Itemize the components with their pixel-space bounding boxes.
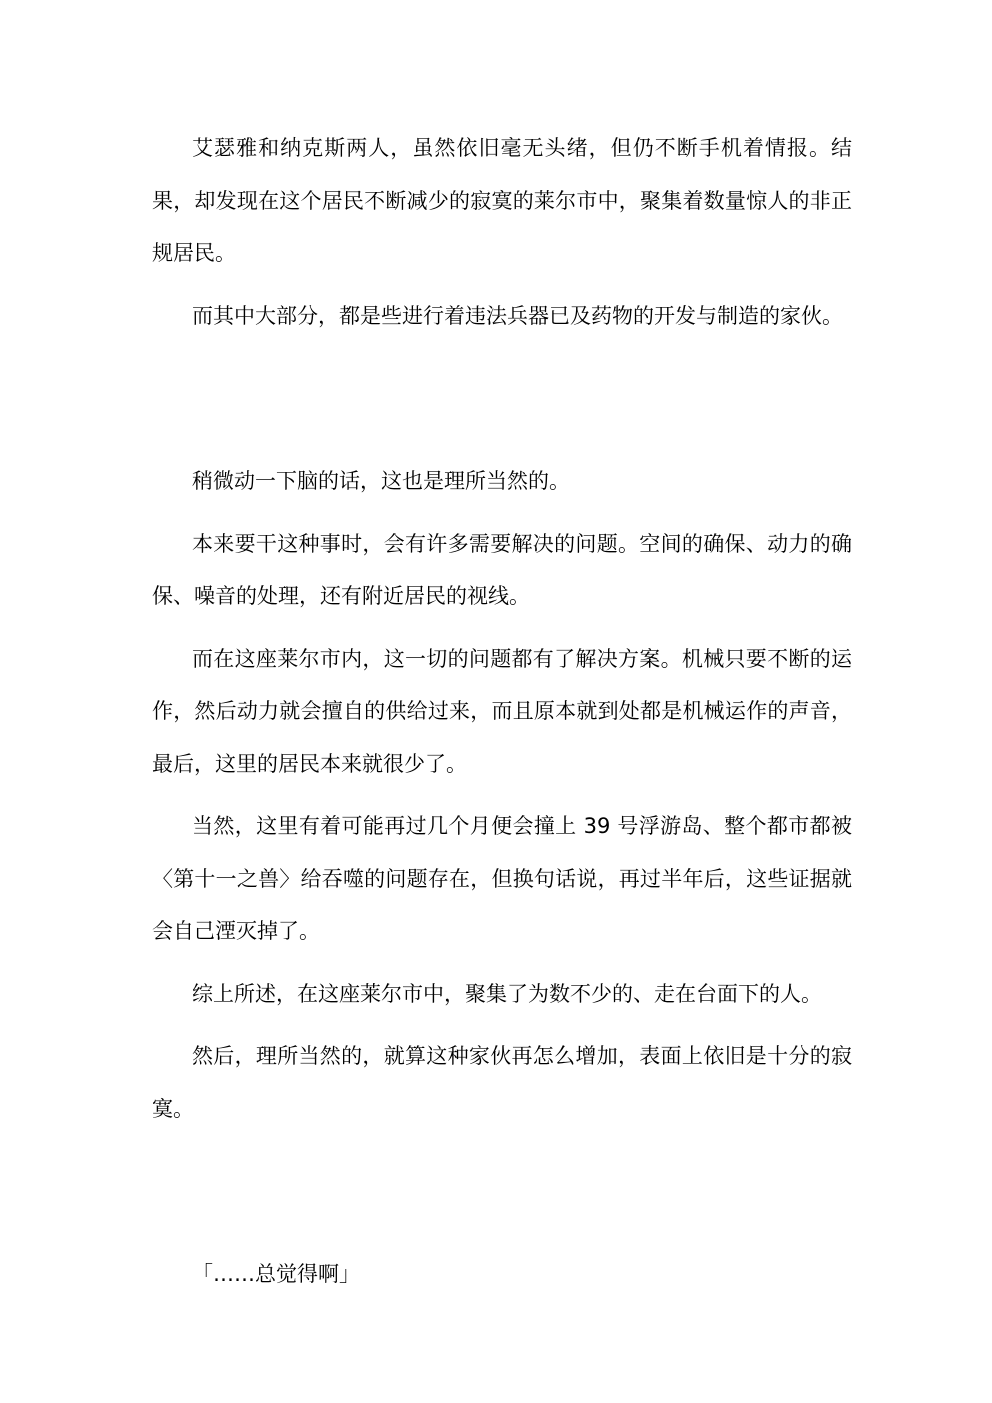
section-break <box>152 1145 852 1248</box>
paragraph: 当然，这里有着可能再过几个月便会撞上 39 号浮游岛、整个都市都被〈第十一之兽〉给吞噬的问题存在，但换句话说，再过半年后，这些证据就会自己湮灭掉了。 <box>152 814 852 943</box>
paragraph: 综上所述，在这座莱尔市中，聚集了为数不少的、走在台面下的人。 <box>192 981 822 1006</box>
paragraph: 而其中大部分，都是些进行着违法兵器已及药物的开发与制造的家伙。 <box>192 303 843 328</box>
section-break <box>152 352 852 455</box>
paragraph: 而在这座莱尔市内，这一切的问题都有了解决方案。机械只要不断的运作，然后动力就会擅自的供给过来，而且原本就到处都是机械运作的声音，最后，这里的居民本来就很少了。 <box>152 646 852 776</box>
dialogue-line: 「……总觉得啊」 <box>192 1262 360 1286</box>
paragraph: 然后，理所当然的，就算这种家伙再怎么增加，表面上依旧是十分的寂寞。 <box>152 1044 852 1121</box>
paragraph: 本来要干这种事时，会有许多需要解决的问题。空间的确保、动力的确保、噪音的处理，还有附近居民的视线。 <box>152 531 852 608</box>
novel-text-body <box>152 122 852 1311</box>
paragraph: 艾瑟雅和纳克斯两人，虽然依旧毫无头绪，但仍不断手机着情报。结果，却发现在这个居民不断减少的寂寞的莱尔市中，聚集着数量惊人的非正规居民。 <box>152 136 852 265</box>
paragraph: 稍微动一下脑的话，这也是理所当然的。 <box>192 469 570 493</box>
